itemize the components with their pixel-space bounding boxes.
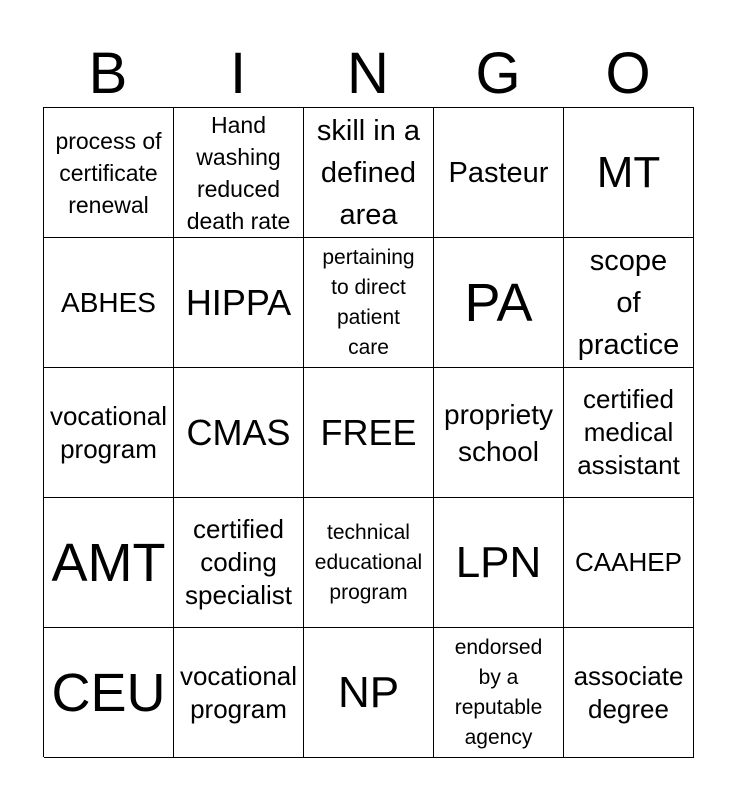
bingo-header (43, 40, 693, 108)
bingo-cell[interactable] (434, 108, 564, 238)
cell-text: endorsed by a reputable agency (454, 635, 543, 749)
cell-text: MT (596, 147, 661, 197)
cell-text: vocational program (179, 660, 298, 724)
cell-text: scope of practice (577, 244, 680, 361)
cell-text: pertaining to direct patient care (322, 245, 415, 359)
bingo-cell[interactable] (304, 238, 434, 368)
cell-text: NP (337, 667, 400, 717)
bingo-cell[interactable] (44, 498, 174, 628)
cell-text: technical educational program (314, 520, 423, 604)
bingo-cell[interactable] (564, 368, 694, 498)
header-letter-b: B (88, 41, 128, 106)
header-letter-n: N (347, 41, 389, 106)
cell-text: LPN (455, 537, 542, 587)
bingo-cell[interactable] (564, 108, 694, 238)
cell-text: CEU (51, 662, 166, 723)
cell-text: vocational program (49, 400, 168, 464)
cell-text: PA (464, 272, 533, 333)
bingo-board (43, 107, 694, 757)
header-letter-g: G (475, 41, 521, 106)
bingo-cell[interactable] (304, 498, 434, 628)
cell-text: propriety school (444, 398, 553, 467)
bingo-cell[interactable] (564, 498, 694, 628)
bingo-cell[interactable] (564, 628, 694, 758)
bingo-cell[interactable] (434, 368, 564, 498)
bingo-cell[interactable] (44, 628, 174, 758)
bingo-cell[interactable] (174, 628, 304, 758)
bingo-cell[interactable] (434, 628, 564, 758)
cell-text: certified medical assistant (577, 384, 680, 480)
cell-text: AMT (51, 532, 166, 593)
bingo-cell[interactable] (174, 238, 304, 368)
header-letter-i: I (229, 41, 247, 106)
header-letter-o: O (605, 41, 651, 106)
bingo-cell[interactable] (44, 368, 174, 498)
bingo-cell[interactable] (304, 628, 434, 758)
bingo-cell[interactable] (44, 238, 174, 368)
cell-text: ABHES (61, 287, 156, 318)
bingo-cell[interactable] (44, 108, 174, 238)
bingo-cell[interactable] (304, 108, 434, 238)
bingo-cell[interactable] (434, 498, 564, 628)
bingo-cell[interactable] (174, 368, 304, 498)
cell-text: Pasteur (448, 156, 549, 189)
bingo-cell[interactable] (564, 238, 694, 368)
bingo-cell[interactable] (304, 368, 434, 498)
cell-text: associate degree (573, 660, 684, 724)
bingo-cell[interactable] (174, 498, 304, 628)
cell-text: process of certificate renewal (55, 127, 162, 218)
cell-text: Hand washing reduced death rate (186, 111, 291, 234)
cell-text: FREE (320, 411, 417, 453)
cell-text: HIPPA (185, 281, 292, 323)
cell-text: certified coding specialist (185, 514, 292, 610)
cell-text: CMAS (186, 411, 291, 453)
bingo-cell[interactable] (434, 238, 564, 368)
cell-text: CAAHEP (575, 547, 682, 577)
cell-text: skill in a defined area (316, 114, 421, 231)
bingo-cell[interactable] (174, 108, 304, 238)
